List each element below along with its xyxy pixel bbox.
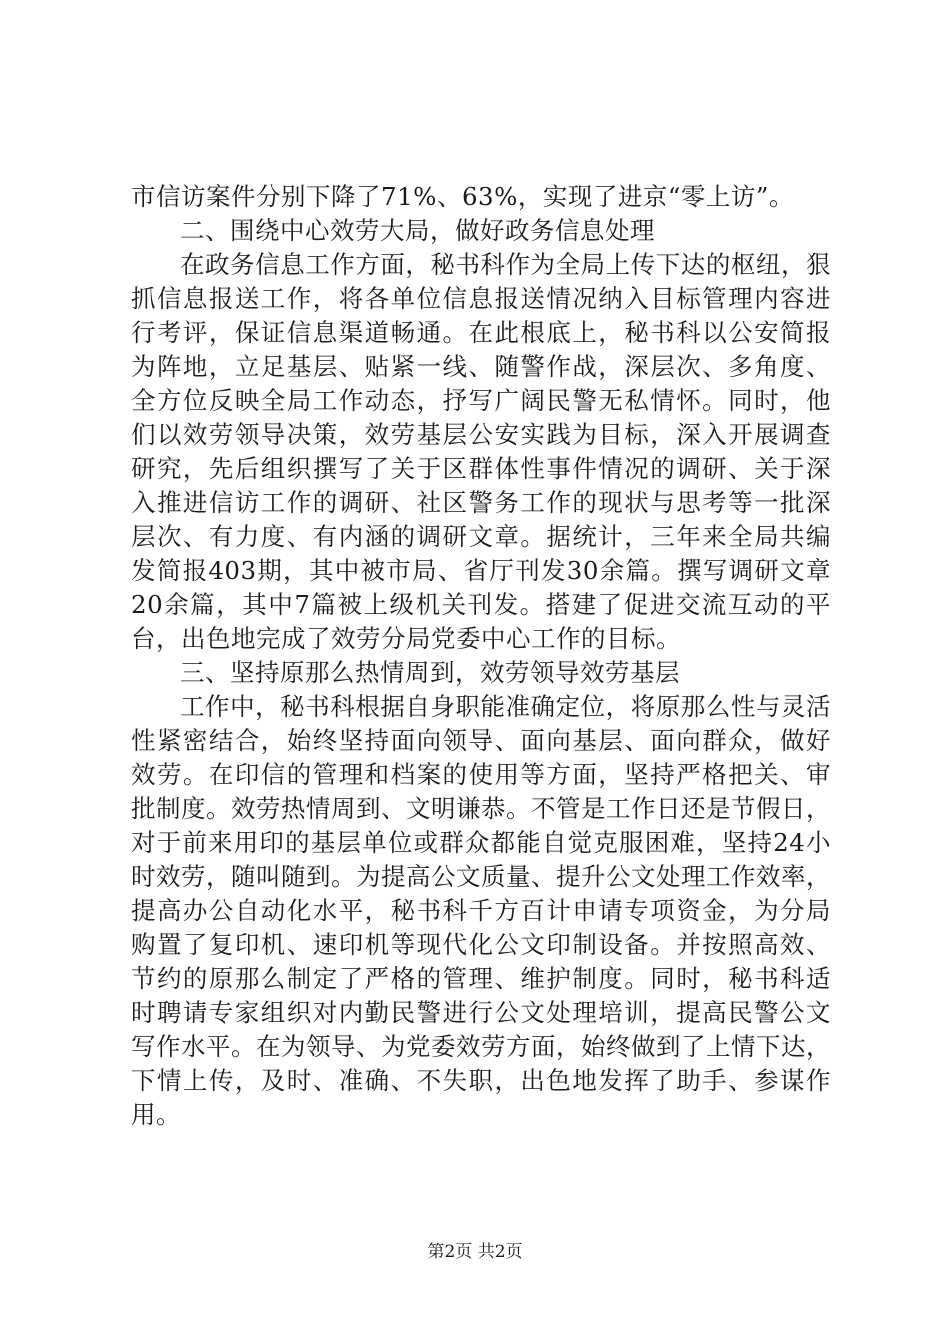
text-line: 研究，先后组织撰写了关于区群体性事件情况的调研、关于深 — [131, 454, 831, 483]
text-line: 提高办公自动化水平，秘书科千方百计申请专项资金，为分局 — [131, 896, 831, 925]
text-line: 批制度。效劳热情周到、文明谦恭。不管是工作日还是节假日， — [131, 794, 831, 823]
text-line: 用。 — [131, 1100, 181, 1129]
text-line: 20余篇，其中7篇被上级机关刊发。搭建了促进交流互动的平 — [131, 590, 831, 619]
text-line: 们以效劳领导决策，效劳基层公安实践为目标，深入开展调查 — [131, 420, 831, 449]
text-line: 效劳。在印信的管理和档案的使用等方面，坚持严格把关、审 — [131, 760, 831, 789]
text-line: 层次、有力度、有内涵的调研文章。据统计，三年来全局共编 — [131, 522, 831, 551]
text-line: 全方位反映全局工作动态，抒写广阔民警无私情怀。同时，他 — [131, 386, 831, 415]
text-line: 为阵地，立足基层、贴紧一线、随警作战，深层次、多角度、 — [131, 352, 831, 381]
text-line: 写作水平。在为领导、为党委效劳方面，始终做到了上情下达， — [131, 1032, 831, 1061]
section-heading-2: 二、围绕中心效劳大局，做好政务信息处理 — [180, 216, 655, 245]
text-line: 行考评，保证信息渠道畅通。在此根底上，秘书科以公安简报 — [131, 318, 831, 347]
text-line: 对于前来用印的基层单位或群众都能自觉克服困难，坚持24小 — [131, 828, 831, 857]
text-line: 市信访案件分别下降了71%、63%，实现了进京“零上访”。 — [131, 182, 794, 211]
text-line: 台，出色地完成了效劳分局党委中心工作的目标。 — [131, 624, 681, 653]
text-line: 发简报403期，其中被市局、省厅刊发30余篇。撰写调研文章 — [131, 556, 831, 585]
section-heading-3: 三、坚持原那么热情周到，效劳领导效劳基层 — [180, 658, 680, 687]
text-line: 在政务信息工作方面，秘书科作为全局上传下达的枢纽，狠 — [180, 250, 831, 279]
text-line: 时聘请专家组织对内勤民警进行公文处理培训，提高民警公文 — [131, 998, 831, 1027]
text-line: 入推进信访工作的调研、社区警务工作的现状与思考等一批深 — [131, 488, 831, 517]
text-line: 工作中，秘书科根据自身职能准确定位，将原那么性与灵活 — [180, 692, 831, 721]
text-line: 抓信息报送工作，将各单位信息报送情况纳入目标管理内容进 — [131, 284, 831, 313]
text-line: 性紧密结合，始终坚持面向领导、面向基层、面向群众，做好 — [131, 726, 831, 755]
text-line: 节约的原那么制定了严格的管理、维护制度。同时，秘书科适 — [131, 964, 831, 993]
text-line: 购置了复印机、速印机等现代化公文印制设备。并按照高效、 — [131, 930, 831, 959]
page-number-footer: 第2页 共2页 — [427, 1242, 523, 1262]
text-line: 下情上传，及时、准确、不失职，出色地发挥了助手、参谋作 — [131, 1066, 831, 1095]
document-body — [131, 180, 831, 1132]
text-line: 时效劳，随叫随到。为提高公文质量、提升公文处理工作效率， — [131, 862, 831, 891]
